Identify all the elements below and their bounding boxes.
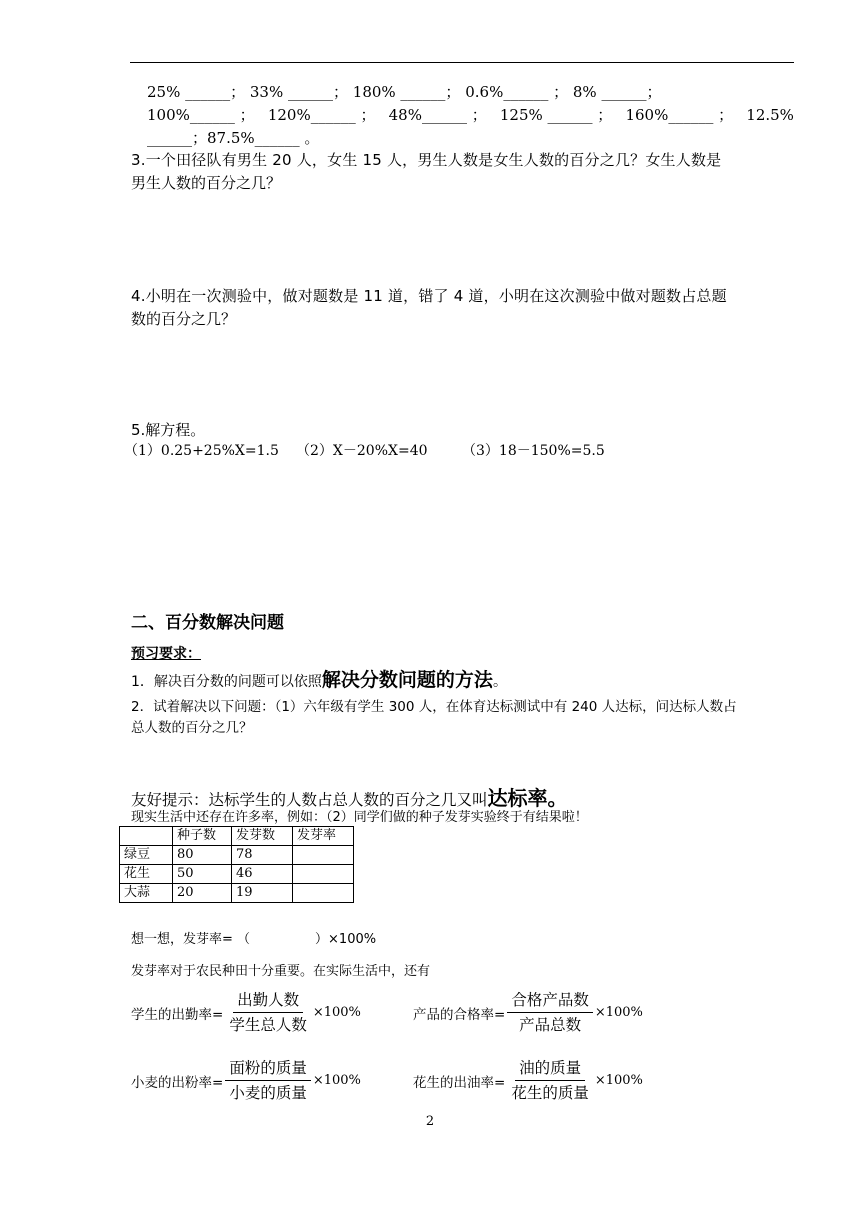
- fraction-numerator: 合格产品数: [507, 990, 593, 1013]
- table-cell: 20: [173, 884, 232, 903]
- table-header-cell: 种子数: [173, 827, 232, 846]
- fraction: [507, 1058, 593, 1103]
- formula-multiplier: ×100%: [594, 1005, 643, 1020]
- table-cell: [293, 846, 354, 865]
- requirement-2-line-1: 2．试着解决以下问题：（1）六年级有学生 300 人，在体育达标测试中有 240 人达标，问达标人数占: [131, 699, 737, 715]
- fraction: [225, 1058, 311, 1103]
- table-cell: [293, 865, 354, 884]
- percent-item: 160%______ ；: [625, 106, 734, 124]
- attendance-rate-formula: [131, 990, 361, 1035]
- table-row: [120, 846, 354, 865]
- table-row: [120, 865, 354, 884]
- preview-label: 预习要求：: [131, 646, 201, 662]
- percent-row-2: [147, 105, 794, 125]
- percent-row-3: ______；87.5%______ 。: [147, 129, 320, 147]
- percent-item: 125% ______ ；: [499, 106, 613, 124]
- requirement-2-line-2: 总人数的百分之几？: [131, 720, 253, 736]
- question-4-line-2: 数的百分之几？: [131, 310, 237, 328]
- table-cell: [293, 884, 354, 903]
- table-row: [120, 884, 354, 903]
- fraction-denominator: 学生总人数: [229, 1016, 307, 1034]
- percent-item: 120%______ ；: [267, 106, 376, 124]
- think-line: 想一想，发芽率= （ ）×100%: [131, 932, 377, 947]
- table-header-cell: 发芽率: [293, 827, 354, 846]
- table-cell: 78: [232, 846, 293, 865]
- header-rule: [130, 62, 794, 63]
- requirement-1: [131, 671, 507, 692]
- table-cell: 大蒜: [120, 884, 173, 903]
- fraction-numerator: 面粉的质量: [225, 1058, 311, 1081]
- section-title: 二、百分数解决问题: [131, 613, 284, 633]
- pass-rate-formula: [413, 990, 643, 1035]
- equation-3: （3）18－150%=5.5: [462, 443, 605, 459]
- table-header-cell: [120, 827, 173, 846]
- equation-2: （2）X－20%X=40: [296, 443, 428, 459]
- table-header-row: [120, 827, 354, 846]
- formula-label: 花生的出油率=: [413, 1074, 506, 1091]
- importance-line: 发芽率对于农民种田十分重要。在实际生活中，还有: [131, 964, 431, 979]
- table-header-cell: 发芽数: [232, 827, 293, 846]
- fraction-denominator: 产品总数: [519, 1016, 582, 1034]
- table-cell: 绿豆: [120, 846, 173, 865]
- requirement-1-emphasis: 解决分数问题的方法: [321, 669, 493, 691]
- fraction-numerator: 油的质量: [515, 1058, 585, 1081]
- germination-table: [119, 826, 354, 903]
- requirement-1-end: 。: [492, 674, 507, 690]
- page-number: 2: [425, 1114, 435, 1129]
- hint-text: 友好提示：达标学生的人数占总人数的百分之几又叫: [131, 791, 488, 809]
- table-cell: 46: [232, 865, 293, 884]
- fraction: [507, 990, 593, 1035]
- fraction: [225, 990, 311, 1035]
- requirement-1-text: 1．解决百分数的问题可以依照: [131, 674, 322, 690]
- fraction-denominator: 花生的质量: [511, 1084, 589, 1102]
- oil-rate-formula: [413, 1058, 643, 1103]
- question-3-line-2: 男生人数的百分之几？: [131, 174, 282, 192]
- question-4-line-1: 4.小明在一次测验中，做对题数是 11 道，错了 4 道，小明在这次测验中做对题数占总题: [131, 287, 727, 305]
- percent-item: 48%______ ；: [388, 106, 487, 124]
- formula-multiplier: ×100%: [312, 1073, 361, 1088]
- equation-1: （1）0.25+25%X=1.5: [124, 443, 279, 459]
- fraction-denominator: 小麦的质量: [229, 1084, 307, 1102]
- formula-label: 产品的合格率=: [413, 1006, 506, 1023]
- fraction-numerator: 出勤人数: [233, 990, 303, 1013]
- percent-item: 100%______ ；: [147, 106, 255, 124]
- question-5-title: 5.解方程。: [131, 421, 206, 439]
- table-cell: 花生: [120, 865, 173, 884]
- formula-label: 小麦的出粉率=: [131, 1074, 224, 1091]
- percent-row-1: [147, 82, 661, 102]
- table-cell: 80: [173, 846, 232, 865]
- formula-multiplier: ×100%: [312, 1005, 361, 1020]
- table-cell: 19: [232, 884, 293, 903]
- formula-multiplier: ×100%: [594, 1073, 643, 1088]
- percent-item: 180% ______；: [352, 83, 461, 101]
- table-cell: 50: [173, 865, 232, 884]
- formula-label: 学生的出勤率=: [131, 1006, 224, 1023]
- percent-item: 33% ______；: [249, 83, 348, 101]
- hint-emphasis: 达标率。: [487, 786, 568, 810]
- percent-item: 8% ______；: [572, 83, 662, 101]
- question-3-line-1: 3.一个田径队有男生 20 人，女生 15 人，男生人数是女生人数的百分之几？女生人数是: [131, 151, 722, 169]
- flour-rate-formula: [131, 1058, 361, 1103]
- reality-line: 现实生活中还存在许多率，例如：（2）同学们做的种子发芽实验终于有结果啦！: [131, 810, 588, 825]
- percent-item: 0.6%______ ；: [465, 83, 569, 101]
- percent-item: 25% ______；: [147, 83, 246, 101]
- percent-item: 12.5%: [746, 106, 794, 124]
